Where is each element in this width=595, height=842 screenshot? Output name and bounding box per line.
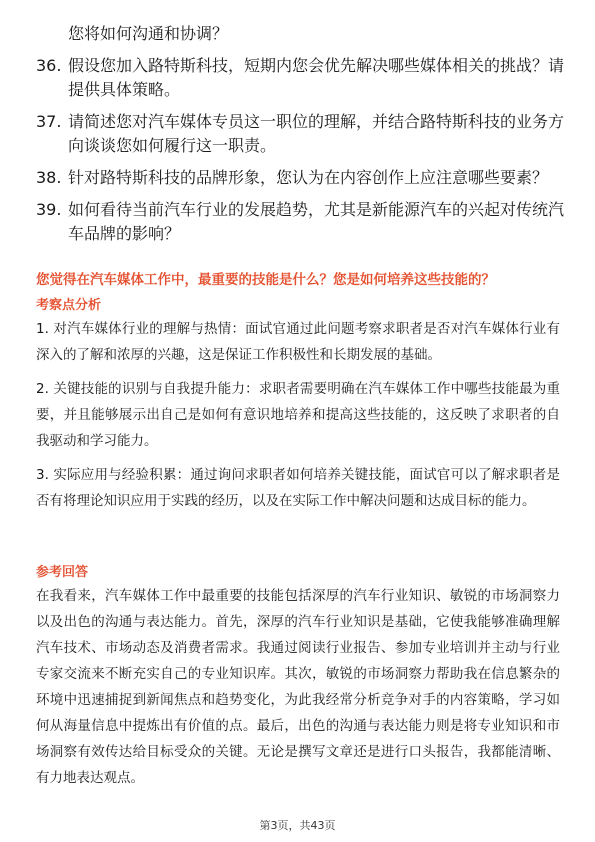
question-item [36,166,566,190]
question-number: 36. [36,56,62,75]
question-text: 针对路特斯科技的品牌形象，您认为在内容创作上应注意哪些要素？ [68,168,549,187]
analysis-point: 3. 实际应用与经验积累：通过询问求职者如何培养关键技能，面试官可以了解求职者是否有将理论知识应用于实践的经历，以及在实际工作中解决问题和达成目标的能力。 [36,467,560,509]
question-continuation: 您将如何沟通和协调？ [68,24,229,43]
answer-text: 在我看来，汽车媒体工作中最重要的技能包括深厚的汽车行业知识、敏锐的市场洞察力以及出色的沟通与表达能力。首先，深厚的汽车行业知识是基础，它使我能够准确理解汽车技术、市场动态及消费者需求。我通过阅读行业报告、参加专业培训并主动与行业专家交流来不断充实自己的专业知识库。其次，敏锐的市场洞察力帮助我在信息繁杂的环境中迅速捕捉到新闻焦点和趋势变化，为此我经常分析竞争对手的内容策略，学习如何从海量信息中提炼出有价值的点。最后，出色的沟通与表达能力则是将专业知识和市场洞察有效传达给目标受众的关键。无论是撰写文章还是进行口头报告，我都能清晰、有力地表达观点。 [36,588,560,786]
analysis-section [36,296,560,522]
question-list [36,22,566,254]
question-item [36,54,566,102]
question-item [36,110,566,158]
question-number: 39. [36,200,62,219]
section-question-title: 您觉得在汽车媒体工作中，最重要的技能是什么？您是如何培养这些技能的？ [36,272,495,288]
question-item [36,198,566,246]
answer-section [36,563,560,791]
answer-heading: 参考回答 [36,565,89,580]
analysis-heading: 考察点分析 [36,298,102,313]
question-text: 假设您加入路特斯科技，短期内您会优先解决哪些媒体相关的挑战？请提供具体策略。 [68,56,565,99]
question-number: 38. [36,168,62,187]
question-number: 37. [36,112,62,131]
analysis-point: 2. 关键技能的识别与自我提升能力：求职者需要明确在汽车媒体工作中哪些技能最为重要，并且能够展示出自己是如何有意识地培养和提高这些技能的，这反映了求职者的自我驱动和学习能力。 [36,381,560,449]
question-text: 请简述您对汽车媒体专员这一职位的理解，并结合路特斯科技的业务方向谈谈您如何履行这一职责。 [68,112,565,155]
analysis-point: 1. 对汽车媒体行业的理解与热情：面试官通过此问题考察求职者是否对汽车媒体行业有深入的了解和浓厚的兴趣，这是保证工作积极性和长期发展的基础。 [36,321,560,363]
page-footer: 第3页，共43页 [259,819,336,832]
question-text: 如何看待当前汽车行业的发展趋势，尤其是新能源汽车的兴起对传统汽车品牌的影响？ [68,200,565,243]
